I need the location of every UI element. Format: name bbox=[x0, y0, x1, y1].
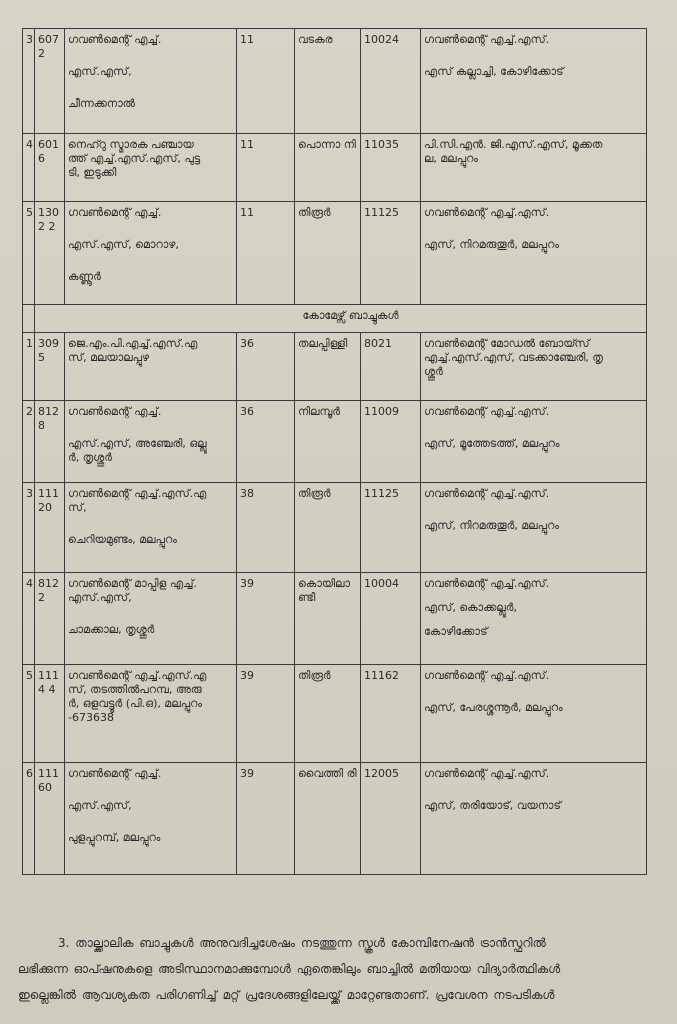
serial-cell: 1 bbox=[23, 333, 35, 401]
batch-number-cell: 11 bbox=[237, 134, 295, 202]
section-heading: കോമേഴ്സ് ബാച്ചുകൾ bbox=[35, 305, 647, 333]
target-code-cell: 8021 bbox=[361, 333, 421, 401]
paragraph-line: 3. താല്ക്കാലിക ബാച്ചുകൾ അനുവദിച്ചശേഷം നടത്തുന്ന സ്കൂൾ കോമ്പിനേഷൻ ട്രാൻസ്ഫറിൽ bbox=[58, 936, 546, 950]
blank-cell bbox=[23, 305, 35, 333]
school-code-cell: 111 60 bbox=[35, 763, 65, 875]
school-name-cell: ഗവൺമെന്റ് മാപ്പിള എച്ച്. എസ്.എസ്, ചാമക്കാല, തൃശ്ശൂർ bbox=[65, 573, 237, 665]
serial-cell: 4 bbox=[23, 573, 35, 665]
school-code-cell: 8128 bbox=[35, 401, 65, 483]
place-cell: തിരൂർ bbox=[295, 483, 361, 573]
table-row bbox=[23, 573, 647, 665]
batch-number-cell: 39 bbox=[237, 573, 295, 665]
school-name-cell: ഗവൺമെന്റ് എച്ച്. എസ്.എസ്, ചീന്നക്കനാൽ bbox=[65, 29, 237, 134]
target-school-cell: ഗവൺമെന്റ് എച്ച്.എസ്. എസ്, നിറമരുതൂർ, മലപ്പുറം bbox=[421, 483, 647, 573]
school-name-cell: ഗവൺമെന്റ് എച്ച്.എസ്.എ സ്, ചെറിയമുണ്ടം, മലപ്പുറം bbox=[65, 483, 237, 573]
table-row bbox=[23, 134, 647, 202]
serial-cell: 5 bbox=[23, 202, 35, 305]
table-row bbox=[23, 401, 647, 483]
target-code-cell: 11035 bbox=[361, 134, 421, 202]
table-row bbox=[23, 29, 647, 134]
serial-cell: 3 bbox=[23, 29, 35, 134]
school-name-cell: ഗവൺമെന്റ് എച്ച്. എസ്.എസ്, അഞ്ചേരി, ഒല്ലൂ ർ, തൃശ്ശൂർ bbox=[65, 401, 237, 483]
school-name-cell: ഗവൺമെന്റ് എച്ച്. എസ്.എസ്, പുളപ്പുറമ്പ്, മലപ്പുറം bbox=[65, 763, 237, 875]
school-code-cell: 607 2 bbox=[35, 29, 65, 134]
place-cell: തിരൂർ bbox=[295, 665, 361, 763]
school-code-cell: 309 5 bbox=[35, 333, 65, 401]
target-code-cell: 11125 bbox=[361, 483, 421, 573]
batch-number-cell: 39 bbox=[237, 763, 295, 875]
place-cell: കൊയിലാ ണ്ടി bbox=[295, 573, 361, 665]
table-row bbox=[23, 333, 647, 401]
serial-cell: 2 bbox=[23, 401, 35, 483]
school-code-cell: 11120 bbox=[35, 483, 65, 573]
target-school-cell: ഗവൺമെന്റ് എച്ച്.എസ്. എസ്, നിറമരുതൂർ, മലപ്പുറം bbox=[421, 202, 647, 305]
place-cell: നിലമ്പൂർ bbox=[295, 401, 361, 483]
target-school-cell: ഗവൺമെന്റ് എച്ച്.എസ്. എസ് കല്ലാച്ചി, കോഴിക്കോട് bbox=[421, 29, 647, 134]
target-code-cell: 10004 bbox=[361, 573, 421, 665]
school-name-cell: ജെ.എം.പി.എച്ച്.എസ്.എ സ്, മലയാലപ്പുഴ bbox=[65, 333, 237, 401]
paragraph-line: ലഭിക്കുന്ന ഓപ്ഷനുകളെ അടിസ്ഥാനമാക്കുമ്പോൾ ഏതെങ്കിലും ബാച്ചിൽ മതിയായ വിദ്യാർത്ഥികൾ bbox=[18, 962, 561, 976]
batch-number-cell: 36 bbox=[237, 333, 295, 401]
school-code-cell: 1114 4 bbox=[35, 665, 65, 763]
serial-cell: 6 bbox=[23, 763, 35, 875]
school-name-cell: ഗവൺമെന്റ് എച്ച്. എസ്.എസ്, മൊറാഴ, കണ്ണൂർ bbox=[65, 202, 237, 305]
body-paragraph bbox=[18, 930, 666, 1008]
batch-transfer-table bbox=[22, 28, 647, 875]
target-school-cell: ഗവൺമെന്റ് മോഡൽ ബോയ്സ് എച്ച്.എസ്.എസ്, വടക്കാഞ്ചേരി, തൃ ശ്ശൂർ bbox=[421, 333, 647, 401]
batch-number-cell: 39 bbox=[237, 665, 295, 763]
batch-number-cell: 11 bbox=[237, 29, 295, 134]
target-school-cell: ഗവൺമെന്റ് എച്ച്.എസ്. എസ്, കൊക്കല്ലൂർ, കോഴിക്കോട് bbox=[421, 573, 647, 665]
target-school-cell: ഗവൺമെന്റ് എച്ച്.എസ്. എസ്, പേരശ്ശന്നൂർ, മലപ്പുറം bbox=[421, 665, 647, 763]
place-cell: പൊന്നാ നി bbox=[295, 134, 361, 202]
school-code-cell: 8122 bbox=[35, 573, 65, 665]
target-code-cell: 12005 bbox=[361, 763, 421, 875]
school-code-cell: 6016 bbox=[35, 134, 65, 202]
batch-number-cell: 36 bbox=[237, 401, 295, 483]
place-cell: തിരൂർ bbox=[295, 202, 361, 305]
serial-cell: 4 bbox=[23, 134, 35, 202]
target-code-cell: 11009 bbox=[361, 401, 421, 483]
table-row bbox=[23, 202, 647, 305]
target-code-cell: 11125 bbox=[361, 202, 421, 305]
target-code-cell: 10024 bbox=[361, 29, 421, 134]
place-cell: തലപ്പിള്ളി bbox=[295, 333, 361, 401]
place-cell: വടകര bbox=[295, 29, 361, 134]
serial-cell: 3 bbox=[23, 483, 35, 573]
school-code-cell: 1302 2 bbox=[35, 202, 65, 305]
table-row bbox=[23, 665, 647, 763]
target-school-cell: ഗവൺമെന്റ് എച്ച്.എസ്. എസ്, മൂത്തേടത്ത്, മലപ്പുറം bbox=[421, 401, 647, 483]
school-name-cell: ഗവൺമെന്റ് എച്ച്.എസ്.എ സ്, തടത്തിൽപറമ്പ, അരു ർ, ഒളവട്ടൂർ (പി.ഒ), മലപ്പുറം -673638 bbox=[65, 665, 237, 763]
batch-number-cell: 38 bbox=[237, 483, 295, 573]
batch-number-cell: 11 bbox=[237, 202, 295, 305]
target-school-cell: ഗവൺമെന്റ് എച്ച്.എസ്. എസ്, തരിയോട്, വയനാട് bbox=[421, 763, 647, 875]
table-row bbox=[23, 763, 647, 875]
serial-cell: 5 bbox=[23, 665, 35, 763]
target-school-cell: പി.സി.എൻ. ജി.എസ്.എസ്, മൂക്കത ല, മലപ്പുറം bbox=[421, 134, 647, 202]
place-cell: വൈത്തി രി bbox=[295, 763, 361, 875]
table-row bbox=[23, 483, 647, 573]
school-name-cell: നെഹ്റു സ്മാരക പഞ്ചായ ത്ത് എച്ച്.എസ്.എസ്, പുട്ട ടി, ഇടുക്കി bbox=[65, 134, 237, 202]
target-code-cell: 11162 bbox=[361, 665, 421, 763]
section-heading-row bbox=[23, 305, 647, 333]
paragraph-line: ഇല്ലെങ്കിൽ ആവശ്യകത പരിഗണിച്ച് മറ്റ് പ്രദേശങ്ങളിലേയ്ക്ക് മാറ്റേണ്ടതാണ്. പ്രവേശന നടപടികൾ bbox=[18, 988, 555, 1002]
